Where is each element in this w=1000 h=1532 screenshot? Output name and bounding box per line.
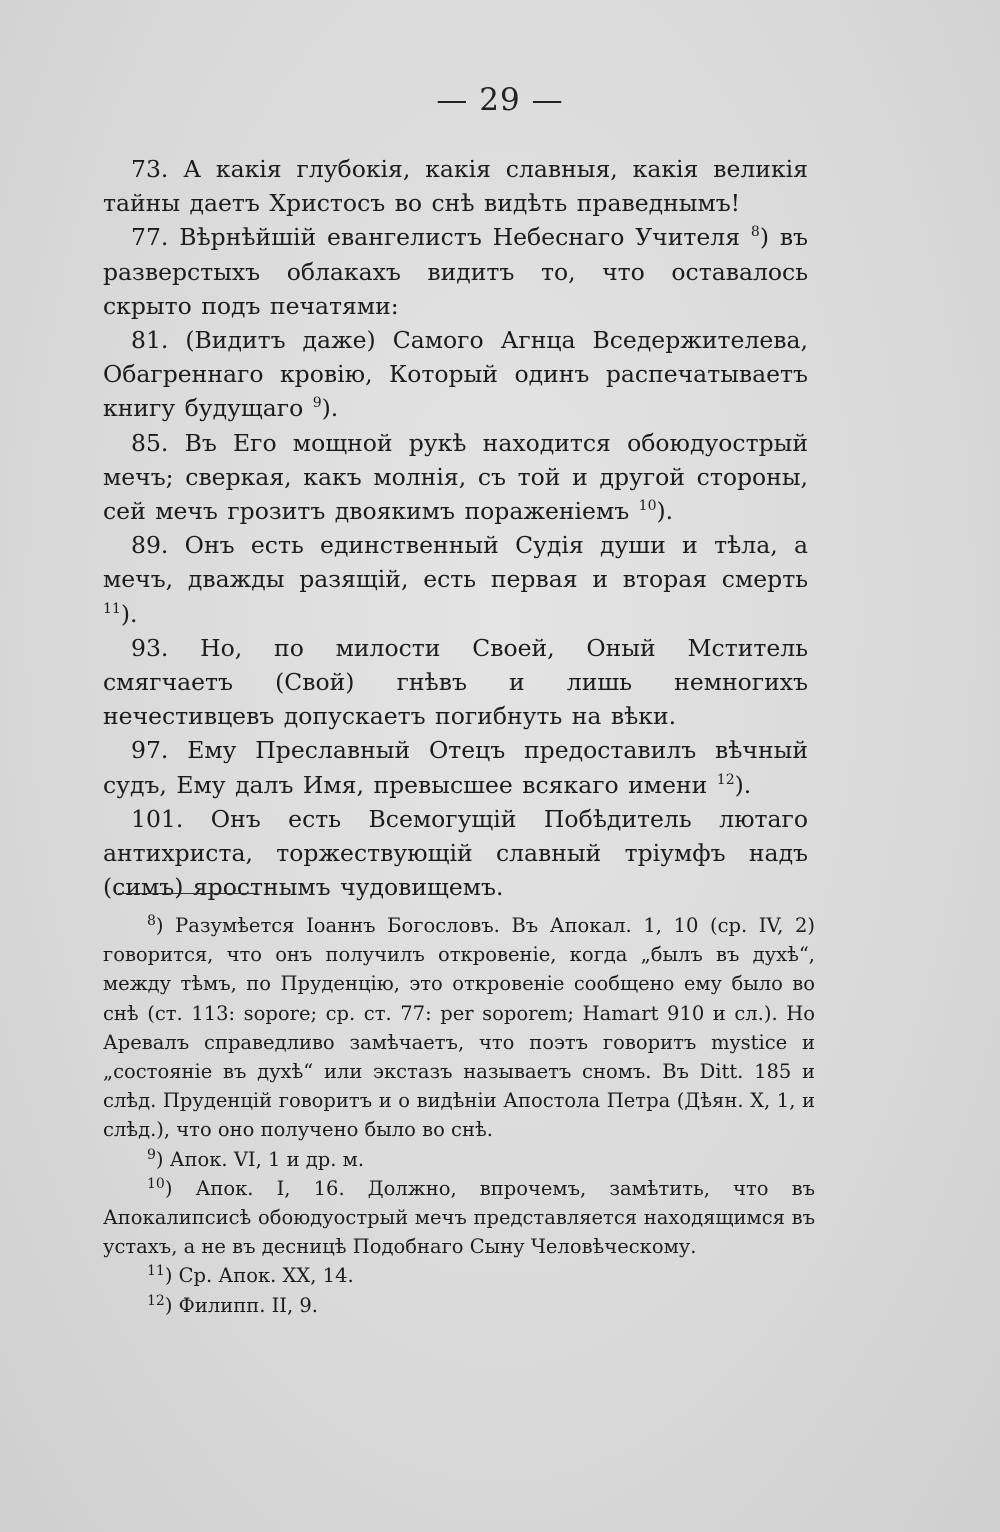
paragraph-81: 81. (Видитъ даже) Самого Агнца Вседержителева, Обагреннаго кровію, Который одинъ распечатываетъ книгу будущаго $^9$). [103,326,808,423]
footnote-mark: 11 [147,1263,165,1280]
paragraph-73: 73. А какія глубокія, какія славныя, какія великія тайны даетъ Христосъ во снѣ видѣть праведнымъ! [103,155,808,218]
footnote-ref: 9 [312,395,322,412]
paragraph-89: 89. Онъ есть единственный Судія души и тѣла, а мечъ, дважды разящій, есть первая и вторая смерть $^{11}$). [103,531,808,628]
paragraph-85: 85. Въ Его мощной рукѣ находится обоюдуострый мечъ; сверкая, какъ молнія, съ той и другой стороны, сей мечъ грозитъ двоякимъ пораженіемъ $^{10}$). [103,428,808,526]
footnote-11: $^{11}$) Ср. Апок. XX, 14. [147,1263,354,1288]
paragraph-101: 101. Онъ есть Всемогущій Побѣдитель лютаго антихриста, торжествующій славный тріумфъ надъ (симъ) яростнымъ чудовищемъ. [103,804,808,902]
footnote-mark: 12 [147,1292,165,1309]
footnote-9: $^9$) Апок. VI, 1 и др. м. [147,1146,365,1171]
main-text [103,152,808,904]
footnote-ref: 8 [750,224,760,241]
footnote-mark: 8 [147,913,156,929]
footnote-8: $^8$) Разумѣется Іоаннъ Богословъ. Въ Апокал. 1, 10 (ср. IV, 2) говорится, что онъ получилъ откровеніе, когда „былъ въ духѣ“, между тѣмъ, по Пруденцію, это откровеніе сообщено ему было во снѣ (ст. 113: sopore; ср. ст. 77: per soporem; Hamart 910 и сл.). Но Аревалъ справедливо замѣчаетъ, что поэтъ говоритъ mystice и „состояніе въ духѣ“ или экстазъ называетъ сномъ. Въ Ditt. 185 и слѣд. Пруденцій говоритъ и о видѣніи Апостола Петра (Дѣян. X, 1, и слѣд.), что оно получено было во снѣ. [103,913,815,1142]
footnote-12: $^{12}$) Филипп. II, 9. [147,1292,319,1317]
paragraph-77: 77. Вѣрнѣйшій евангелистъ Небеснаго Учителя $^8$) въ разверстыхъ облакахъ видитъ то, что оставалось скрыто подъ печатями: [103,223,808,320]
paragraph-97: 97. Ему Преславный Отецъ предоставилъ вѣчный судъ, Ему далъ Имя, превысшее всякаго имени $^{12}$). [103,736,808,799]
footnote-10: $^{10}$) Апок. I, 16. Должно, впрочемъ, замѣтить, что въ Апокалипсисѣ обоюдуострый мечъ представляется находящимся въ устахъ, а не въ десницѣ Подобнаго Сыну Человѣческому. [103,1175,815,1259]
page-number-header: — 29 — [436,82,564,118]
footnote-ref: 11 [103,600,121,617]
paragraph-93: 93. Но, по милости Своей, Оный Мститель смягчаетъ (Свой) гнѣвъ и лишь немногихъ нечестивцевъ допускаетъ погибнуть на вѣки. [103,633,808,731]
footnotes [103,911,815,1320]
footnote-mark: 10 [147,1175,165,1192]
footnote-mark: 9 [147,1146,156,1163]
footnote-divider [118,893,258,894]
footnote-ref: 10 [638,498,657,515]
footnote-ref: 12 [716,771,735,788]
